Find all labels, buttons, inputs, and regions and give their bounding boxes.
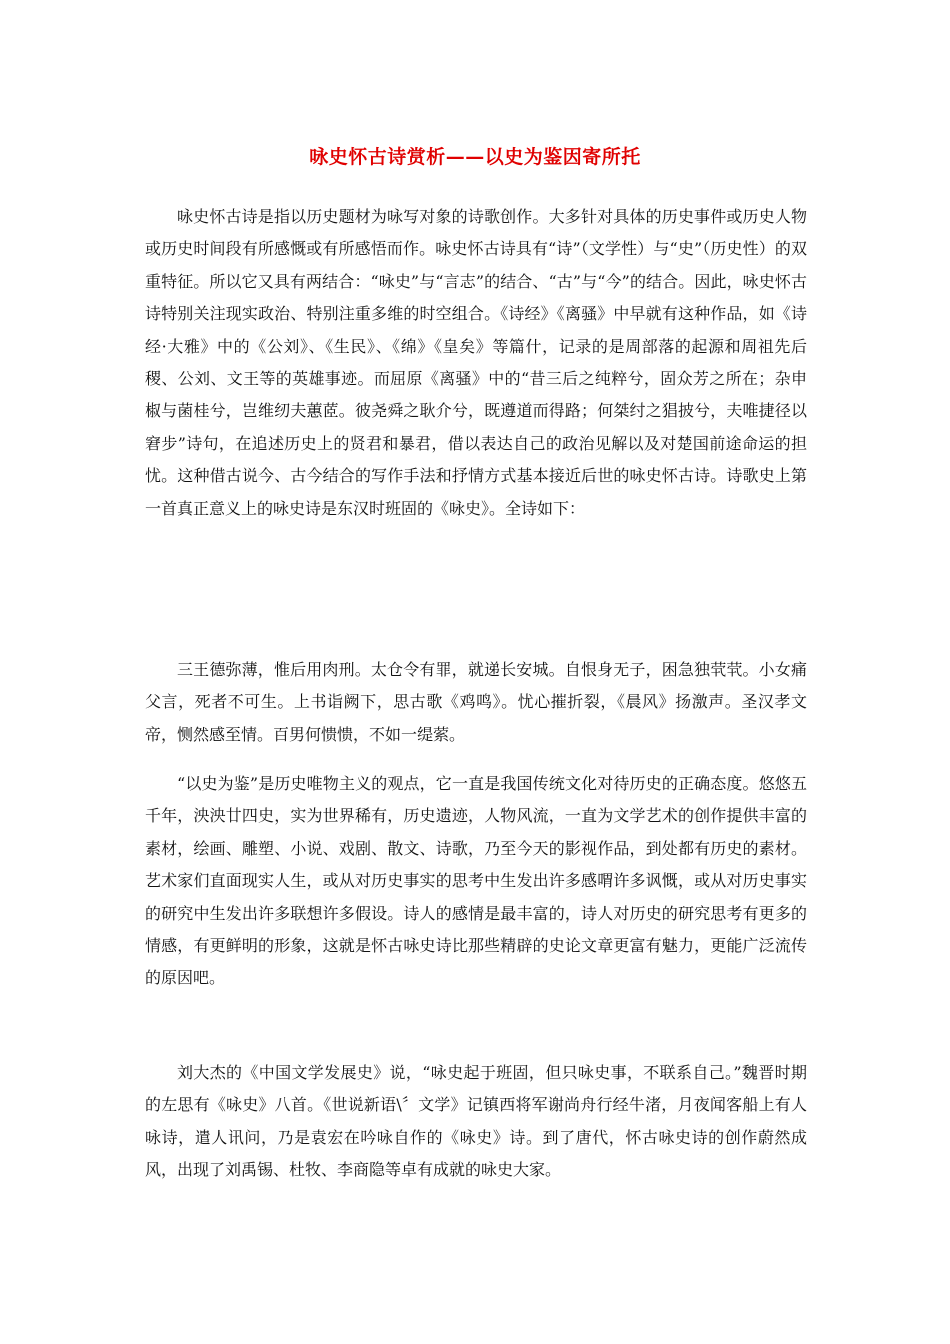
paragraph-text: “以史为鉴”是历史唯物主义的观点，它一直是我国传统文化对待历史的正确态度。悠悠五千年，泱泱廿四史，实为世界稀有，历史遗迹，人物风流，一直为文学艺术的创作提供丰富的素材，绘画、雕塑、小说、戏剧、散文、诗歌，乃至今天的影视作品，到处都有历史的素材。艺术家们直面现实人生，或从对历史事实的思考中生发出许多感喟许多讽慨，或从对历史事实的研究中生发出许多联想许多假设。诗人的感情是最丰富的，诗人对历史的研究思考有更多的情感，有更鲜明的形象，这就是怀古咏史诗比那些精辟的史论文章更富有魅力，更能广泛流传的原因吧。 [145, 774, 807, 988]
paragraph-text: 刘大杰的《中国文学发展史》说，“咏史起于班固，但只咏史事，不联系自己。”魏晋时期的左思有《咏史》八首。《世说新语\〞文学》记镇西将军谢尚舟行经牛渚，月夜闻客船上有人咏诗，遣人讯问，乃是袁宏在吟咏自作的《咏史》诗。到了唐代，怀古咏史诗的创作蔚然成风，出现了刘禹锡、杜牧、李商隐等卓有成就的咏史大家。 [145, 1063, 807, 1180]
paragraph-history-mirror [145, 768, 807, 995]
paragraph-text: 三王德弥薄，惟后用肉刑。太仓令有罪，就递长安城。自恨身无子，困急独茕茕。小女痛父言，死者不可生。上书诣阙下，思古歌《鸡鸣》。忧心摧折裂，《晨风》扬激声。圣汉孝文帝，恻然感至情。百男何愦愦，不如一缇萦。 [145, 660, 807, 744]
paragraph-poem [145, 654, 807, 751]
paragraph-intro [145, 201, 807, 525]
paragraph-text: 咏史怀古诗是指以历史题材为咏写对象的诗歌创作。大多针对具体的历史事件或历史人物或历史时间段有所感慨或有所感悟而作。咏史怀古诗具有“诗”（文学性）与“史”（历史性）的双重特征。所以它又具有两结合：“咏史”与“言志”的结合、“古”与“今”的结合。因此，咏史怀古诗特别关注现实政治、特别注重多维的时空组合。《诗经》《离骚》中早就有这种作品，如《诗经·大雅》中的《公刘》、《生民》、《绵》《皇矣》等篇什，记录的是周部落的起源和周祖先后稷、公刘、文王等的英雄事迹。而屈原《离骚》中的“昔三后之纯粹兮，固众芳之所在；杂申椒与菌桂兮，岂维纫夫蕙茝。彼尧舜之耿介兮，既遵道而得路；何桀纣之猖披兮，夫唯捷径以窘步”诗句，在追述历史上的贤君和暴君，借以表达自己的政治见解以及对楚国前途命运的担忧。这种借古说今、古今结合的写作手法和抒情方式基本接近后世的咏史怀古诗。诗歌史上第一首真正意义上的咏史诗是东汉时班固的《咏史》。全诗如下： [145, 207, 807, 518]
document-title: 咏史怀古诗赏析——以史为鉴因寄所托 [309, 146, 641, 168]
paragraph-development [145, 1057, 807, 1187]
